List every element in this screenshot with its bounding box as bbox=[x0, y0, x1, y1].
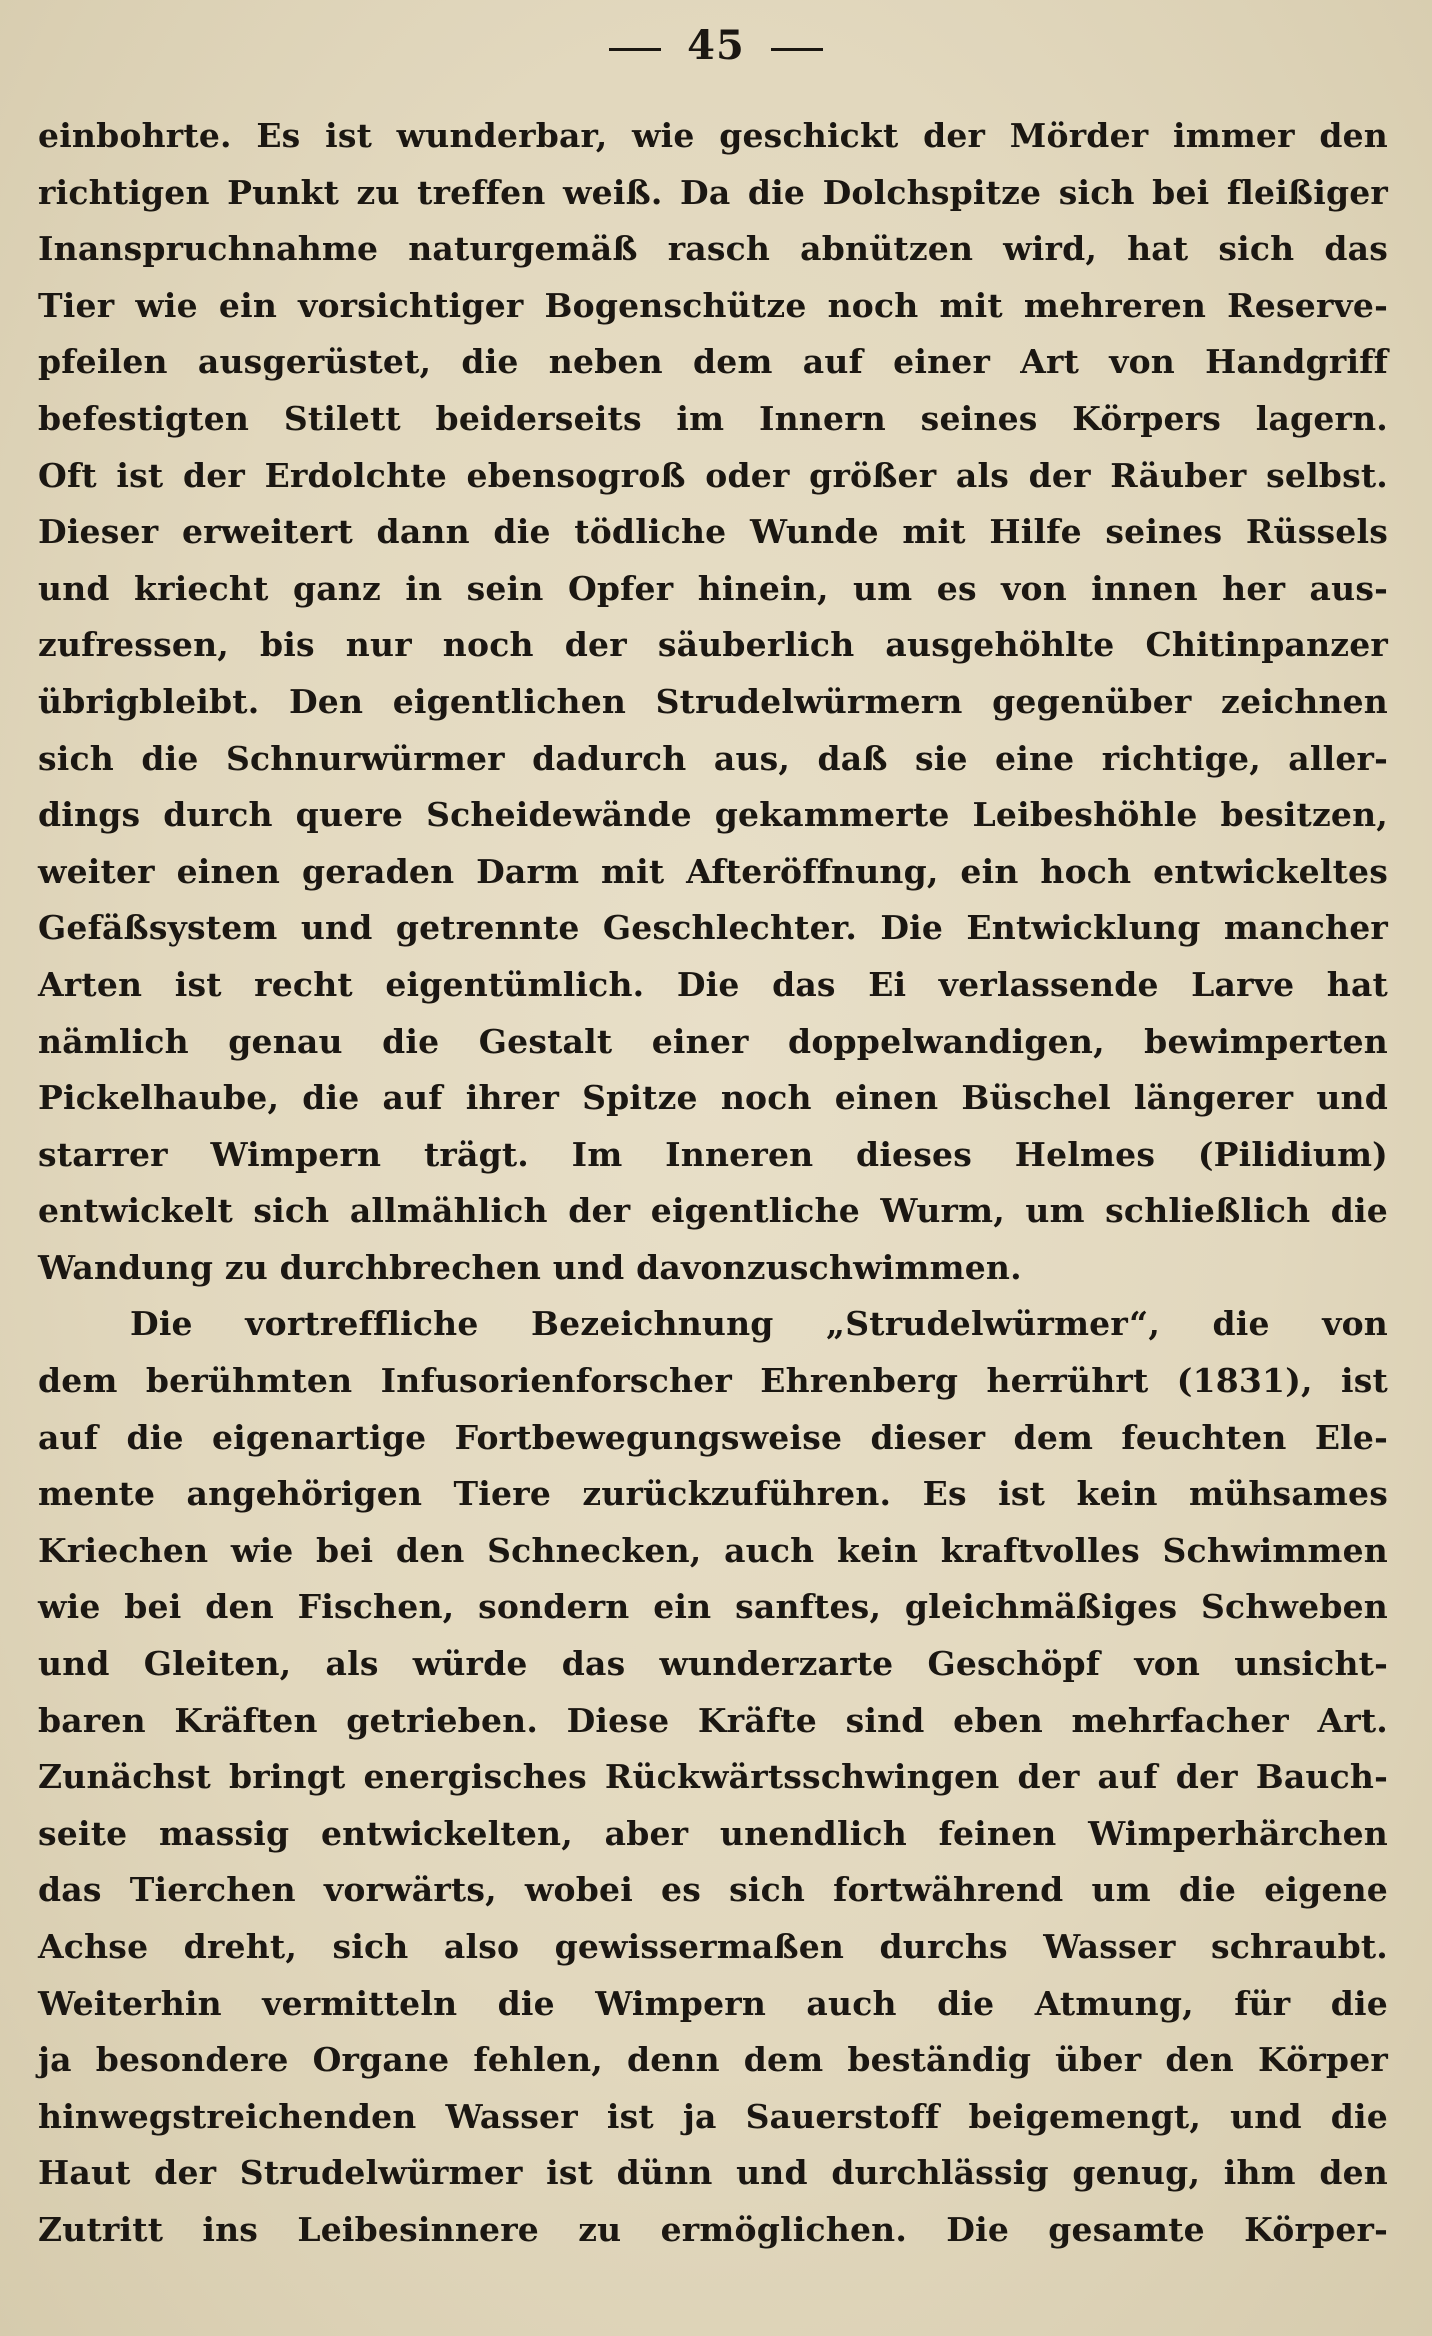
text-line: und kriecht ganz in sein Opfer hinein, um es von innen her aus- bbox=[38, 568, 1388, 608]
text-line: und Gleiten, als würde das wunderzarte Geschöpf von unsicht- bbox=[38, 1644, 1388, 1684]
text-line: weiter einen geraden Darm mit Afteröffnung, ein hoch entwickeltes bbox=[38, 851, 1388, 891]
text-line: Kriechen wie bei den Schnecken, auch kein kraftvolles Schwimmen bbox=[38, 1530, 1388, 1570]
text-line: Dieser erweitert dann die tödliche Wunde mit Hilfe seines Rüssels bbox=[38, 512, 1388, 552]
text-line: Oft ist der Erdolchte ebensogroß oder größer als der Räuber selbst. bbox=[38, 455, 1388, 495]
text-line: baren Kräften getrieben. Diese Kräfte sind eben mehrfacher Art. bbox=[38, 1700, 1388, 1740]
text-line: Gefäßsystem und getrennte Geschlechter. Die Entwicklung mancher bbox=[38, 908, 1388, 948]
text-line: entwickelt sich allmählich der eigentliche Wurm, um schließlich die bbox=[38, 1191, 1388, 1231]
text-line: mente angehörigen Tiere zurückzuführen. Es ist kein mühsames bbox=[38, 1474, 1388, 1514]
text-line: Wandung zu durchbrechen und davonzuschwimmen. bbox=[38, 1247, 1022, 1287]
text-line: Weiterhin vermitteln die Wimpern auch die Atmung, für die bbox=[38, 1983, 1388, 2023]
text-line: Zutritt ins Leibesinnere zu ermöglichen. Die gesamte Körper- bbox=[38, 2209, 1388, 2249]
header-dash-left bbox=[609, 48, 661, 51]
text-line: befestigten Stilett beiderseits im Innern seines Körpers lagern. bbox=[38, 398, 1388, 438]
text-line: auf die eigenartige Fortbewegungsweise dieser dem feuchten Ele- bbox=[38, 1417, 1388, 1457]
page-number: 45 bbox=[687, 22, 745, 69]
text-line: Haut der Strudelwürmer ist dünn und durchlässig genug, ihm den bbox=[38, 2153, 1388, 2193]
text-line: hinwegstreichenden Wasser ist ja Sauerstoff beigemengt, und die bbox=[38, 2096, 1388, 2136]
body-text bbox=[38, 108, 1388, 2259]
text-line: Tier wie ein vorsichtiger Bogenschütze noch mit mehreren Reserve- bbox=[38, 285, 1388, 325]
text-line: nämlich genau die Gestalt einer doppelwandigen, bewimperten bbox=[38, 1021, 1388, 1061]
text-line: wie bei den Fischen, sondern ein sanftes, gleichmäßiges Schweben bbox=[38, 1587, 1388, 1627]
text-line: einbohrte. Es ist wunderbar, wie geschickt der Mörder immer den bbox=[38, 116, 1388, 155]
text-line: Arten ist recht eigentümlich. Die das Ei verlassende Larve hat bbox=[38, 964, 1388, 1004]
text-line: starrer Wimpern trägt. Im Inneren dieses Helmes (Pilidium) bbox=[38, 1134, 1388, 1174]
text-line: Pickelhaube, die auf ihrer Spitze noch einen Büschel längerer und bbox=[38, 1078, 1388, 1118]
text-line: richtigen Punkt zu treffen weiß. Da die Dolchspitze sich bei fleißiger bbox=[38, 172, 1388, 212]
text-line: dem berühmten Infusorienforscher Ehrenberg herrührt (1831), ist bbox=[38, 1361, 1388, 1401]
text-line: dings durch quere Scheidewände gekammerte Leibeshöhle besitzen, bbox=[38, 795, 1388, 835]
text-line: ja besondere Organe fehlen, denn dem beständig über den Körper bbox=[38, 2040, 1388, 2080]
text-line-paragraph-start: Die vortreffliche Bezeichnung „Strudelwürmer“, die von bbox=[130, 1304, 1388, 1344]
text-line: pfeilen ausgerüstet, die neben dem auf einer Art von Handgriff bbox=[38, 342, 1388, 382]
text-line: Zunächst bringt energisches Rückwärtsschwingen der auf der Bauch- bbox=[38, 1757, 1388, 1797]
text-line: Inanspruchnahme naturgemäß rasch abnützen wird, hat sich das bbox=[38, 229, 1388, 269]
text-line: seite massig entwickelten, aber unendlich feinen Wimperhärchen bbox=[38, 1813, 1388, 1853]
text-line: sich die Schnurwürmer dadurch aus, daß sie eine richtige, aller- bbox=[38, 738, 1388, 778]
header-dash-right bbox=[771, 48, 823, 51]
text-line: das Tierchen vorwärts, wobei es sich fortwährend um die eigene bbox=[38, 1870, 1388, 1910]
text-line: übrigbleibt. Den eigentlichen Strudelwürmern gegenüber zeichnen bbox=[38, 681, 1388, 721]
text-line: zufressen, bis nur noch der säuberlich ausgehöhlte Chitinpanzer bbox=[38, 625, 1388, 665]
page-number-header bbox=[0, 18, 1432, 74]
text-line: Achse dreht, sich also gewissermaßen durchs Wasser schraubt. bbox=[38, 1927, 1388, 1966]
